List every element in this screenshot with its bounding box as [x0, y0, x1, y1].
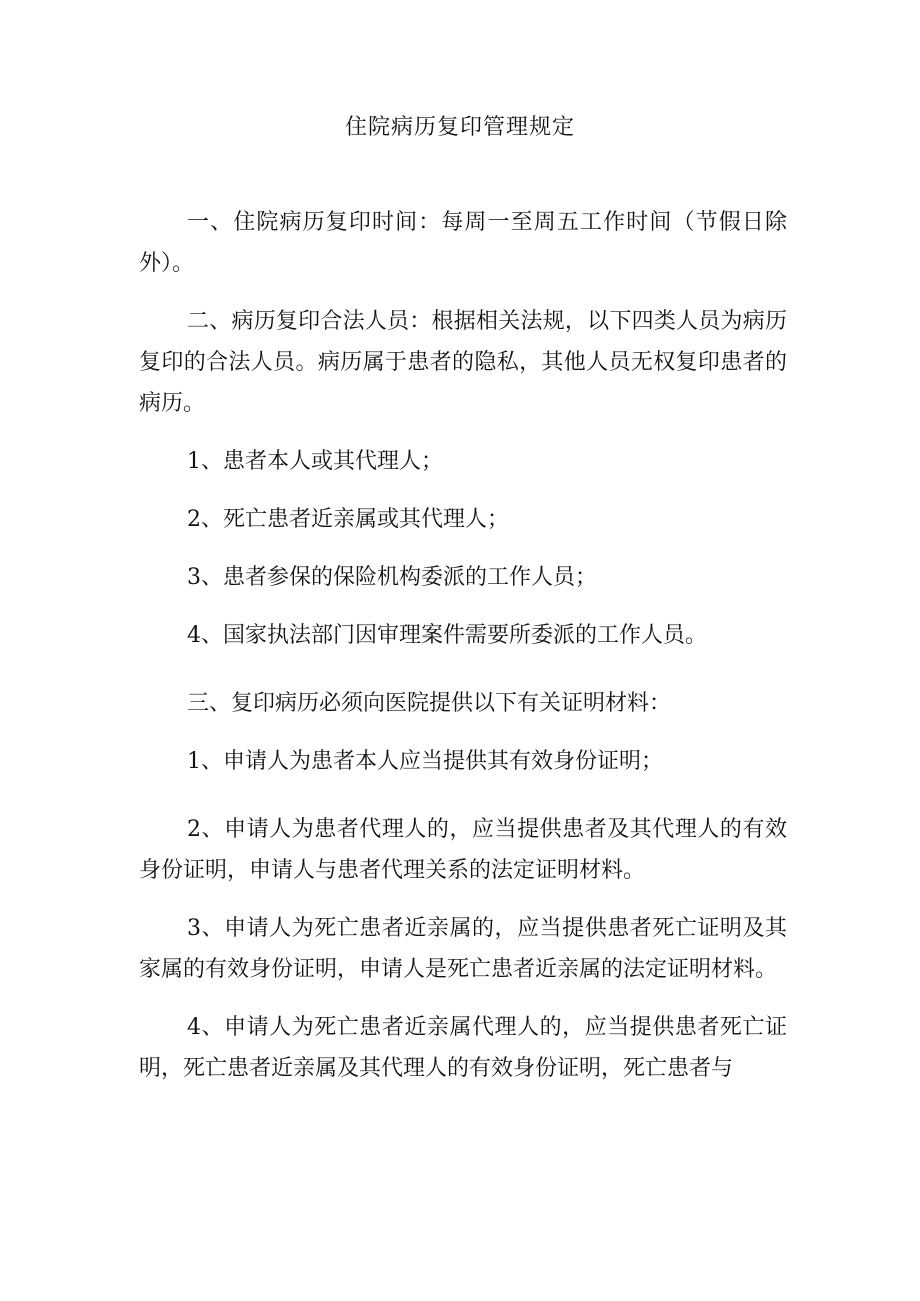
document-title: 住院病历复印管理规定	[344, 115, 575, 140]
document-body	[139, 202, 787, 1089]
list-item-insurer: 3、患者参保的保险机构委派的工作人员；	[187, 565, 597, 590]
list-item-relatives: 2、死亡患者近亲属或其代理人；	[187, 507, 509, 532]
list-item-material-self: 1、申请人为患者本人应当提供其有效身份证明；	[187, 749, 663, 774]
list-item-patient-self: 1、患者本人或其代理人；	[187, 449, 443, 474]
paragraph-copy-time: 一、住院病历复印时间：每周一至周五工作时间（节假日除外）。	[139, 210, 787, 276]
list-item-material-agent: 2、申请人为患者代理人的，应当提供患者及其代理人的有效身份证明，申请人与患者代理关系的法定证明材料。	[139, 817, 787, 883]
paragraph-required-materials: 三、复印病历必须向医院提供以下有关证明材料：	[187, 691, 672, 716]
list-item-material-relative: 3、申请人为死亡患者近亲属的，应当提供患者死亡证明及其家属的有效身份证明，申请人是死亡患者近亲属的法定证明材料。	[139, 916, 787, 982]
list-item-material-relative-agent: 4、申请人为死亡患者近亲属代理人的，应当提供患者死亡证明，死亡患者近亲属及其代理人的有效身份证明，死亡患者与	[139, 1015, 787, 1081]
paragraph-legal-persons: 二、病历复印合法人员：根据相关法规，以下四类人员为病历复印的合法人员。病历属于患者的隐私，其他人员无权复印患者的病历。	[139, 309, 787, 416]
list-item-law-enforcement: 4、国家执法部门因审理案件需要所委派的工作人员。	[187, 623, 707, 648]
